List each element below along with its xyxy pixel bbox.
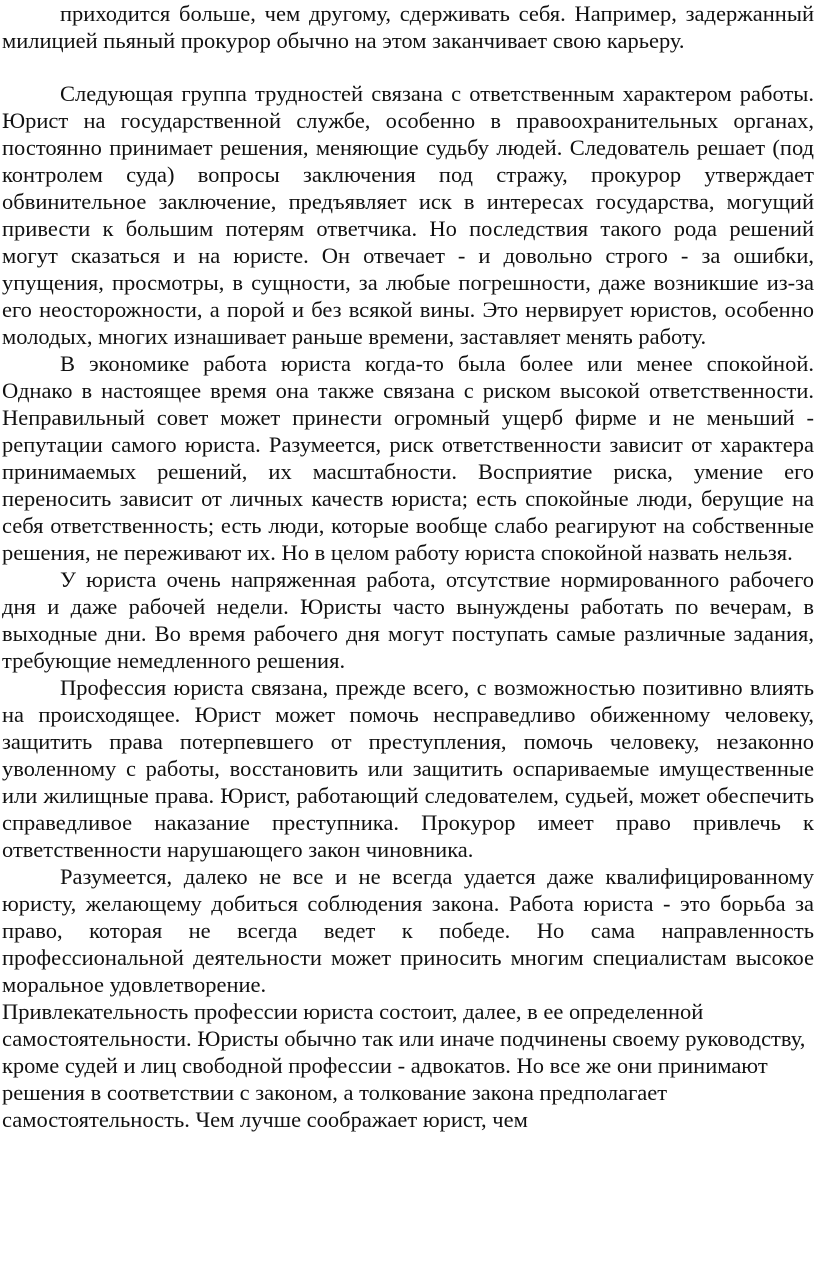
paragraph-6: Разумеется, далеко не все и не всегда удается даже квалифицированному юристу, желающему добиться соблюдения закона. Работа юриста - это борьба за право, которая не всегда ведет к победе. Но сама направленность профессиональной деятельности может приносить многим специалистам высокое моральное удовлетворение.: [2, 864, 814, 997]
paragraph-gap: [2, 54, 814, 80]
paragraph-3: В экономике работа юриста когда-то была более или менее спокойной. Однако в настоящее время она также связана с риском высокой ответственности. Неправильный совет может принести огромный ущерб фирме и не меньший - репутации самого юриста. Разумеется, риск ответственности зависит от характера принимаемых решений, их масштабности. Восприятие риска, умение его переносить зависит от личных качеств юриста; есть спокойные люди, берущие на себя ответственность; есть люди, которые вообще слабо реагируют на собственные решения, не переживают их. Но в целом работу юриста спокойной назвать нельзя.: [2, 351, 814, 565]
document-page: [2, 0, 814, 1133]
paragraph-5: Профессия юриста связана, прежде всего, с возможностью позитивно влиять на происходящее. Юрист может помочь несправедливо обиженному человеку, защитить права потерпевшего от преступления, помочь человеку, незаконно уволенному с работы, восстановить или защитить оспариваемые имущественные или жилищные права. Юрист, работающий следователем, судьей, может обеспечить справедливое наказание преступника. Прокурор имеет право привлечь к ответственности нарушающего закон чиновника.: [2, 675, 814, 862]
paragraph-4: У юриста очень напряженная работа, отсутствие нормированного рабочего дня и даже рабочей недели. Юристы часто вынуждены работать по вечерам, в выходные дни. Во время рабочего дня могут поступать самые различные задания, требующие немедленного решения.: [2, 567, 814, 673]
paragraph-1: приходится больше, чем другому, сдерживать себя. Например, задержанный милицией пьяный прокурор обычно на этом заканчивает свою карьеру.: [2, 1, 814, 53]
paragraph-2: Следующая группа трудностей связана с ответственным характером работы. Юрист на государственной службе, особенно в правоохранительных органах, постоянно принимает решения, меняющие судьбу людей. Следователь решает (под контролем суда) вопросы заключения под стражу, прокурор утверждает обвинительное заключение, предъявляет иск в интересах государства, могущий привести к большим потерям ответчика. Но последствия такого рода решений могут сказаться и на юристе. Он отвечает - и довольно строго - за ошибки, упущения, просмотры, в сущности, за любые погрешности, даже возникшие из-за его неосторожности, а порой и без всякой вины. Это нервирует юристов, особенно молодых, многих изнашивает раньше времени, заставляет менять работу.: [2, 81, 814, 349]
paragraph-7: Привлекательность профессии юриста состоит, далее, в ее определенной самостоятельности. Юристы обычно так или иначе подчинены своему руководству, кроме судей и лиц свободной профессии - адвокатов. Но все же они принимают решения в соответствии с законом, а толкование закона предполагает самостоятельность. Чем лучше соображает юрист, чем: [2, 999, 806, 1132]
